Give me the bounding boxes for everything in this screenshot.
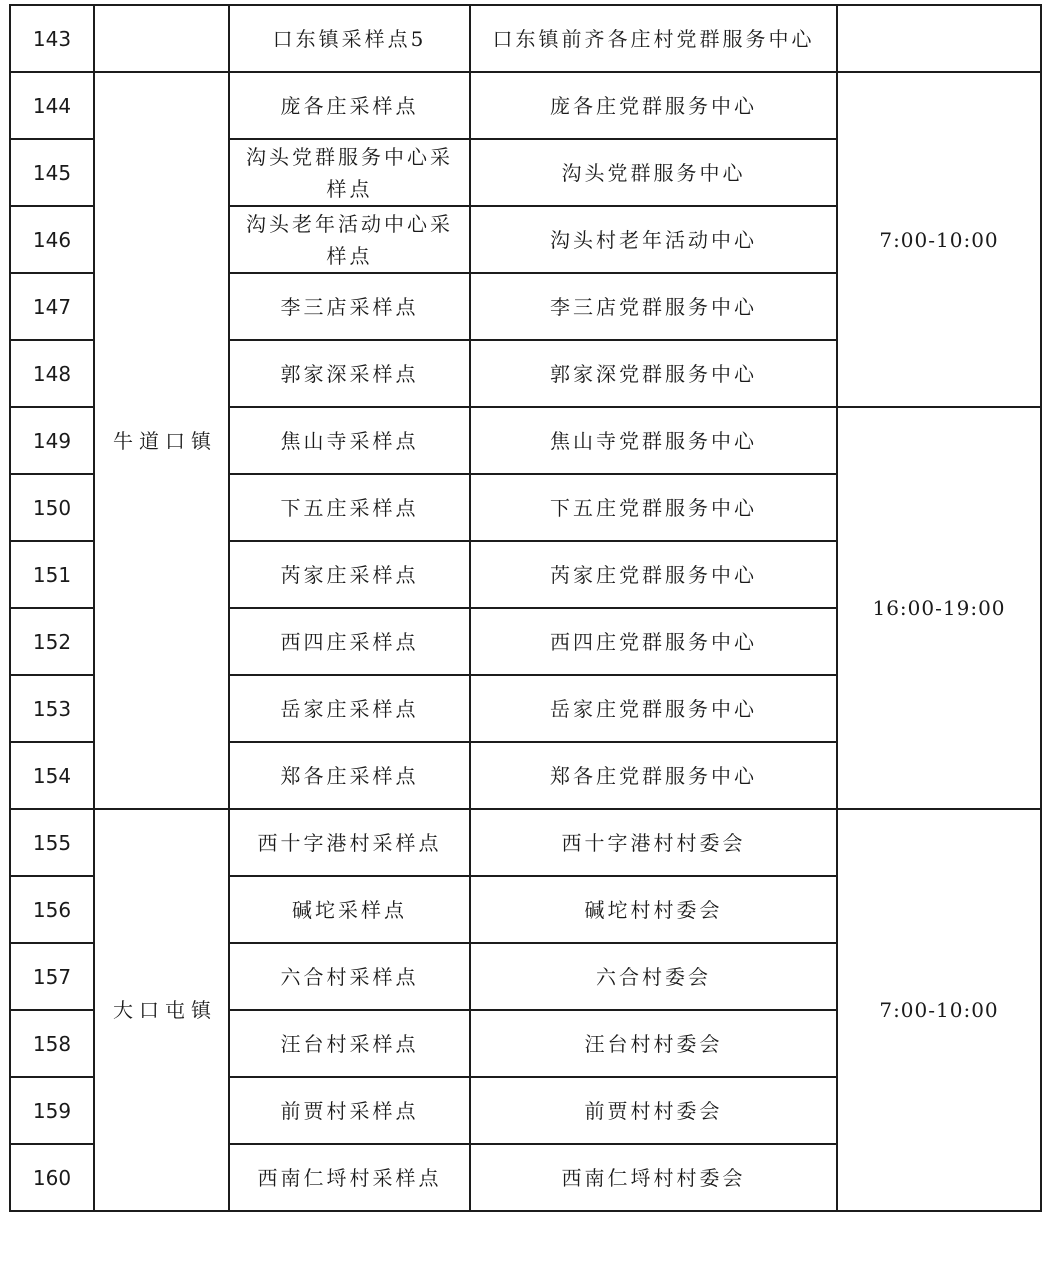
town-cell-empty <box>94 5 229 72</box>
sampling-location: 西南仁埒村村委会 <box>470 1144 837 1211</box>
sampling-site: 汪台村采样点 <box>229 1010 470 1077</box>
time-cell-empty <box>837 5 1041 72</box>
row-number: 155 <box>10 809 94 876</box>
sampling-site: 庞各庄采样点 <box>229 72 470 139</box>
sampling-location: 汪台村村委会 <box>470 1010 837 1077</box>
row-number: 154 <box>10 742 94 809</box>
row-number: 152 <box>10 608 94 675</box>
sampling-location: 李三店党群服务中心 <box>470 273 837 340</box>
row-number: 148 <box>10 340 94 407</box>
sampling-location: 岳家庄党群服务中心 <box>470 675 837 742</box>
sampling-time: 7:00-10:00 <box>837 809 1041 1211</box>
town-name: 大口屯镇 <box>94 809 229 1211</box>
row-number: 160 <box>10 1144 94 1211</box>
row-number: 158 <box>10 1010 94 1077</box>
sampling-location: 焦山寺党群服务中心 <box>470 407 837 474</box>
sampling-location: 庞各庄党群服务中心 <box>470 72 837 139</box>
sampling-site: 西四庄采样点 <box>229 608 470 675</box>
row-number: 146 <box>10 206 94 273</box>
sampling-site: 芮家庄采样点 <box>229 541 470 608</box>
sampling-location: 六合村委会 <box>470 943 837 1010</box>
row-number: 143 <box>10 5 94 72</box>
sampling-time: 16:00-19:00 <box>837 407 1041 809</box>
sampling-location: 沟头党群服务中心 <box>470 139 837 206</box>
row-number: 150 <box>10 474 94 541</box>
row-number: 156 <box>10 876 94 943</box>
row-number: 145 <box>10 139 94 206</box>
sampling-site: 碱坨采样点 <box>229 876 470 943</box>
sampling-site: 西南仁埒村采样点 <box>229 1144 470 1211</box>
sampling-site: 六合村采样点 <box>229 943 470 1010</box>
sampling-location: 前贾村村委会 <box>470 1077 837 1144</box>
town-name: 牛道口镇 <box>94 72 229 809</box>
sampling-site: 沟头党群服务中心采样点 <box>229 139 470 206</box>
row-number: 151 <box>10 541 94 608</box>
sampling-schedule-table <box>9 4 1042 1212</box>
sampling-location: 郑各庄党群服务中心 <box>470 742 837 809</box>
sampling-site: 西十字港村采样点 <box>229 809 470 876</box>
row-number: 157 <box>10 943 94 1010</box>
sampling-site: 郭家深采样点 <box>229 340 470 407</box>
row-number: 149 <box>10 407 94 474</box>
sampling-location: 芮家庄党群服务中心 <box>470 541 837 608</box>
row-number: 147 <box>10 273 94 340</box>
row-number: 144 <box>10 72 94 139</box>
sampling-site: 岳家庄采样点 <box>229 675 470 742</box>
sampling-time: 7:00-10:00 <box>837 72 1041 407</box>
row-number: 153 <box>10 675 94 742</box>
sampling-location: 碱坨村村委会 <box>470 876 837 943</box>
sampling-site: 下五庄采样点 <box>229 474 470 541</box>
table-row <box>10 72 1041 139</box>
table-row <box>10 809 1041 876</box>
table-row <box>10 5 1041 72</box>
sampling-site: 前贾村采样点 <box>229 1077 470 1144</box>
sampling-site: 郑各庄采样点 <box>229 742 470 809</box>
sampling-site: 李三店采样点 <box>229 273 470 340</box>
sampling-site: 口东镇采样点5 <box>229 5 470 72</box>
sampling-location: 下五庄党群服务中心 <box>470 474 837 541</box>
sampling-site: 沟头老年活动中心采样点 <box>229 206 470 273</box>
sampling-site: 焦山寺采样点 <box>229 407 470 474</box>
sampling-location: 西十字港村村委会 <box>470 809 837 876</box>
row-number: 159 <box>10 1077 94 1144</box>
sampling-location: 西四庄党群服务中心 <box>470 608 837 675</box>
sampling-location: 口东镇前齐各庄村党群服务中心 <box>470 5 837 72</box>
sampling-location: 郭家深党群服务中心 <box>470 340 837 407</box>
sampling-location: 沟头村老年活动中心 <box>470 206 837 273</box>
